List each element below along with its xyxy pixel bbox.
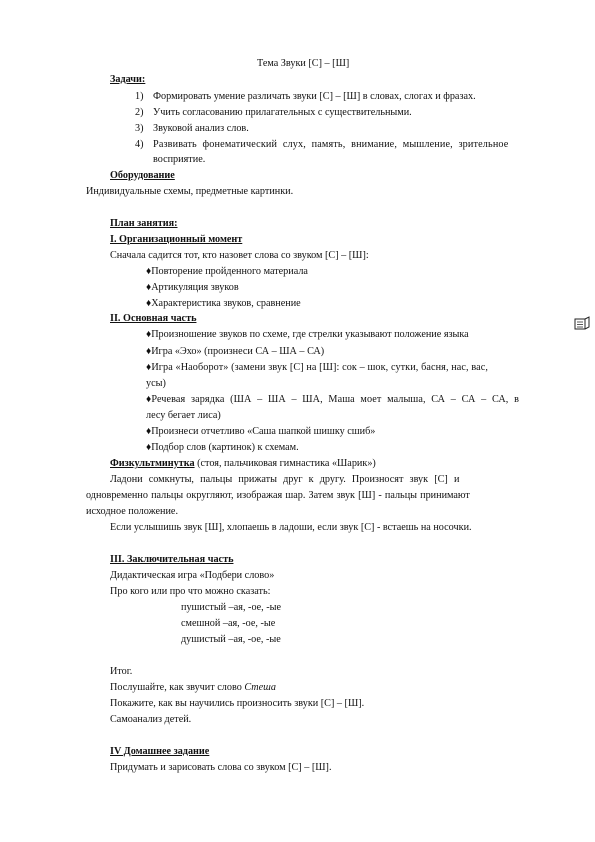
list-item-text: Артикуляция звуков (151, 282, 239, 293)
task-text: Звуковой анализ слов. (153, 123, 249, 134)
task-text-continued: восприятие. (153, 154, 206, 165)
list-item (146, 424, 375, 440)
bullet-icon: ♦ (146, 346, 152, 357)
word-form: смешной –ая, -ое, -ые (181, 618, 276, 629)
task-number: 3) (135, 123, 144, 134)
list-item-text: Произношение звуков по схеме, где стрелки указывают положение языка (151, 329, 469, 340)
word-form: душистый –ая, -ое, -ые (181, 634, 281, 645)
paragraph-line: Дидактическая игра «Подбери слово» (110, 570, 275, 581)
task-text: Формировать умение различать звуки [С] – [Ш] в словах, слогах и фразах. (153, 91, 476, 102)
paragraph-line: Придумать и зарисовать слова со звуком [С] – [Ш]. (110, 762, 332, 773)
section-heading: Физкультминутка (110, 458, 195, 469)
list-item (146, 360, 488, 376)
listen-word: Стеша (244, 682, 276, 693)
listen-text: Послушайте, как звучит слово (110, 682, 245, 693)
list-item-text: Игра «Эхо» (произнеси СА – ША – СА) (151, 346, 325, 357)
task-text: Учить согласованию прилагательных с существительными. (153, 107, 412, 118)
section-heading: III. Заключительная часть (110, 554, 234, 565)
result-heading: Итог. (110, 666, 133, 677)
list-item-text: Повторение пройденного материала (151, 266, 308, 277)
task-number: 1) (135, 91, 144, 102)
list-item (146, 344, 324, 360)
bullet-icon: ♦ (146, 282, 152, 293)
equipment-heading: Оборудование (110, 170, 175, 181)
bullet-icon: ♦ (146, 298, 152, 309)
section-heading-note: (стоя, пальчиковая гимнастика «Шарик») (194, 458, 376, 469)
bullet-icon: ♦ (146, 329, 152, 340)
list-item-text: Подбор слов (картинок) к схемам. (151, 442, 299, 453)
list-item-continued: лесу бегает лиса) (146, 410, 221, 421)
list-item-text: Игра «Наоборот» (замени звук [С] на [Ш]: сок – шок, сутки, басня, нас, вас, (151, 362, 488, 373)
list-item-continued: усы) (146, 378, 166, 389)
page-title: Тема Звуки [С] – [Ш] (257, 58, 350, 69)
task-number: 2) (135, 107, 144, 118)
paragraph-line: Ладони сомкнуты, пальцы прижаты друг к другу. Произносят звук [С] и (110, 474, 460, 485)
paragraph-line (110, 680, 276, 696)
bullet-icon: ♦ (146, 442, 152, 453)
list-item (146, 280, 239, 296)
list-item-text: Произнеси отчетливо «Саша шапкой шишку сшиб» (151, 426, 376, 437)
paragraph-line: Покажите, как вы научились произносить звуки [С] – [Ш]. (110, 698, 365, 709)
list-item (146, 264, 308, 280)
tasks-heading: Задачи: (110, 74, 146, 85)
paragraph-line: Про кого или про что можно сказать: (110, 586, 271, 597)
paragraph-line: Если услышишь звук [Ш], хлопаешь в ладоши, если звук [С] - встаешь на носочки. (110, 522, 472, 533)
page-corner-icon (574, 316, 594, 332)
task-text: Развивать фонематический слух, память, внимание, мышление, зрительное (153, 139, 509, 150)
list-item (146, 440, 299, 456)
section-intro: Сначала садится тот, кто назовет слова со звуком [С] – [Ш]: (110, 250, 369, 261)
list-item-text: Характеристика звуков, сравнение (151, 298, 301, 309)
equipment-text: Индивидуальные схемы, предметные картинки. (86, 186, 294, 197)
physical-heading-line (110, 456, 376, 472)
bullet-icon: ♦ (146, 426, 152, 437)
bullet-icon: ♦ (146, 362, 152, 373)
paragraph-line: исходное положение. (86, 506, 178, 517)
bullet-icon: ♦ (146, 394, 152, 405)
paragraph-line: Самоанализ детей. (110, 714, 192, 725)
task-number: 4) (135, 139, 144, 150)
bullet-icon: ♦ (146, 266, 152, 277)
list-item-text: Речевая зарядка (ША – ША – ША, Маша моет малыша, СА – СА – СА, в (151, 394, 519, 405)
paragraph-line: одновременно пальцы округляют, изображая шар. Затем звук [Ш] - пальцы принимают (86, 490, 470, 501)
section-heading: II. Основная часть (110, 313, 197, 324)
section-heading: I. Организационный момент (110, 234, 243, 245)
word-form: пушистый –ая, -ое, -ые (181, 602, 282, 613)
list-item (146, 296, 301, 312)
plan-heading: План занятия: (110, 218, 178, 229)
list-item (146, 327, 469, 343)
list-item (146, 392, 519, 408)
section-heading: IV Домашнее задание (110, 746, 210, 757)
